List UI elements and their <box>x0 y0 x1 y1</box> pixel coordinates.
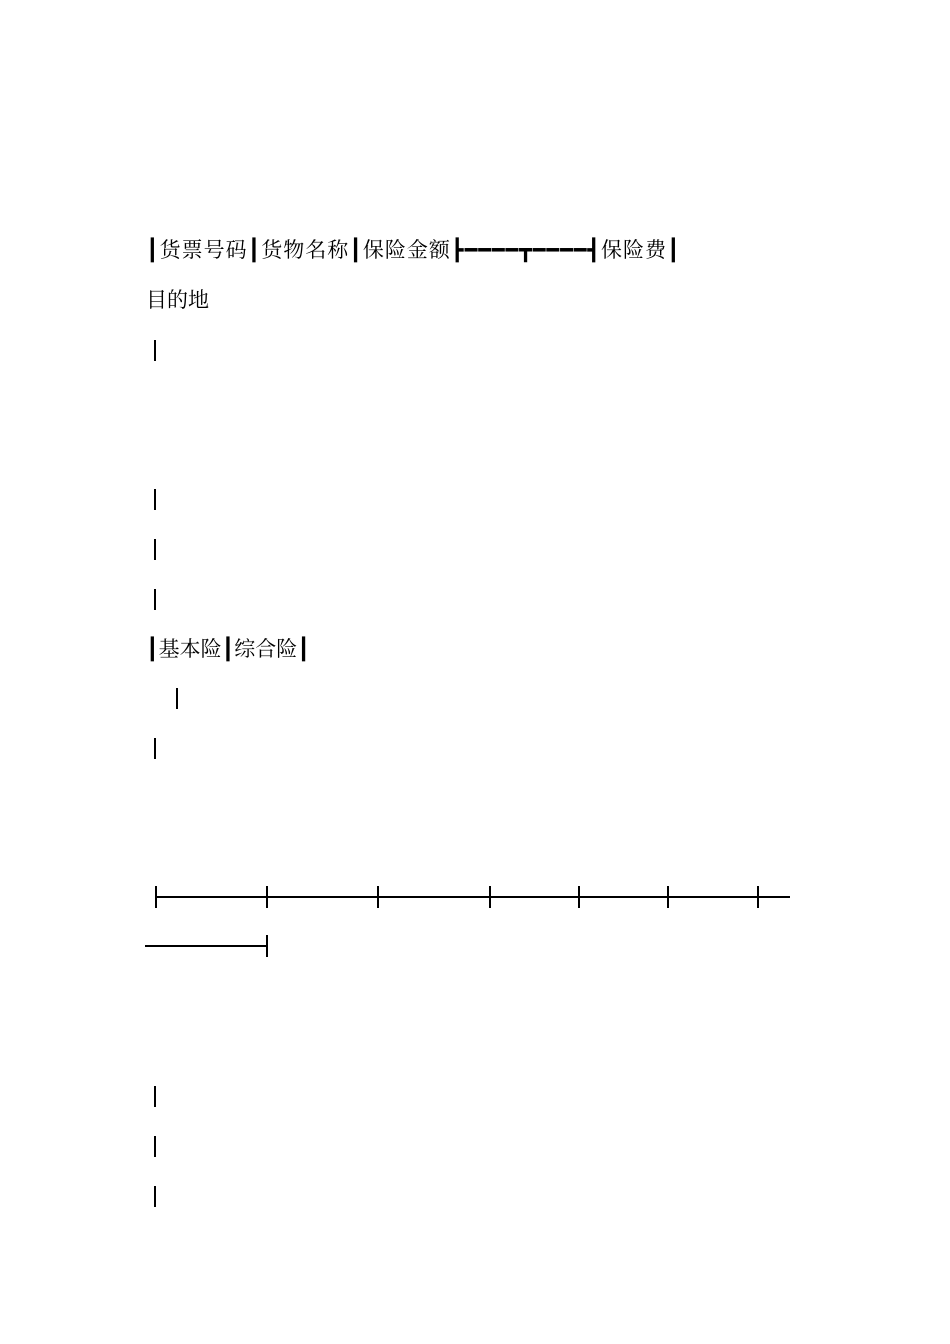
destination-label: 目的地 <box>146 288 209 312</box>
table-column-tick <box>266 886 268 908</box>
table-header-row: ┃货票号码┃货物名称┃保险金额┣━━━━┳━━━━┫保险费┃ <box>146 238 681 262</box>
table-column-tick <box>667 886 669 908</box>
insurance-type-row: ┃基本险┃综合险┃ <box>146 637 310 661</box>
table-border-vertical <box>154 738 156 759</box>
table-border-vertical <box>154 539 156 560</box>
table-separator-rule <box>155 896 790 898</box>
table-border-vertical <box>154 1136 156 1157</box>
table-border-vertical <box>154 340 156 361</box>
table-border-vertical <box>154 489 156 510</box>
table-border-vertical <box>154 1086 156 1107</box>
table-separator-rule <box>145 945 267 947</box>
table-column-tick <box>489 886 491 908</box>
table-border-vertical <box>176 688 178 709</box>
table-column-tick <box>377 886 379 908</box>
table-column-tick <box>757 886 759 908</box>
table-column-tick <box>155 886 157 908</box>
table-border-vertical <box>154 1186 156 1207</box>
table-border-vertical <box>154 589 156 610</box>
table-column-tick <box>578 886 580 908</box>
table-column-tick <box>266 935 268 957</box>
